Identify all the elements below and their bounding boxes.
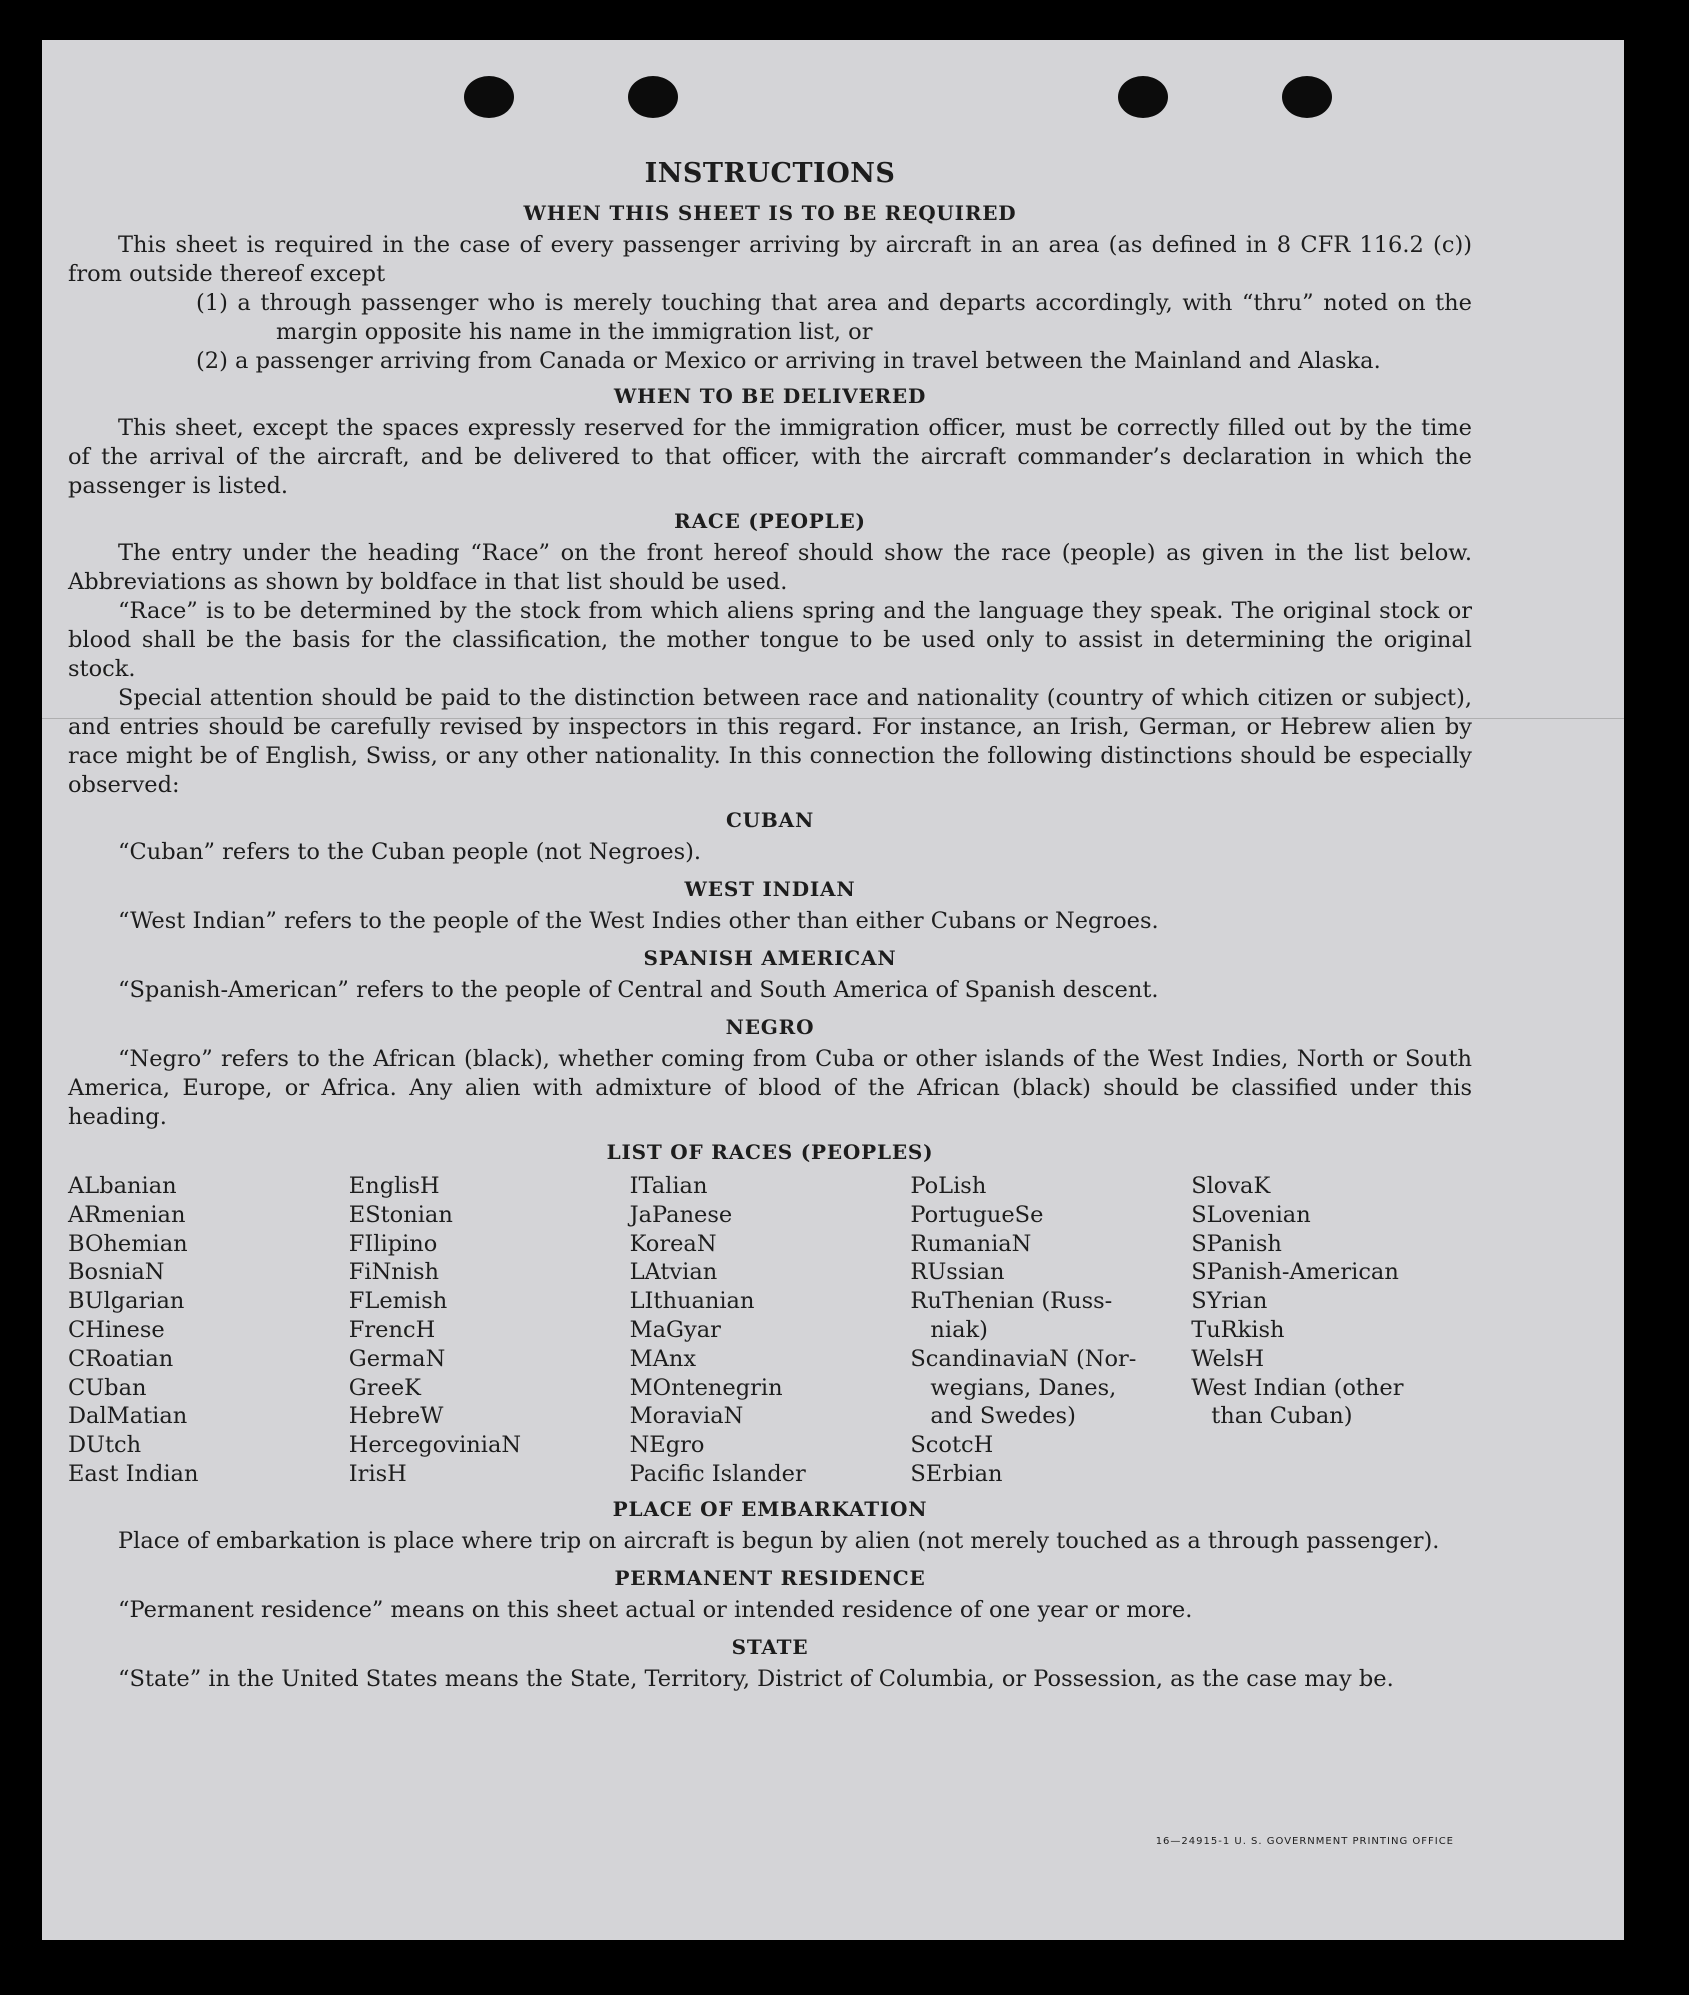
paragraph: “Cuban” refers to the Cuban people (not Negroes). (118, 839, 702, 865)
paragraph: This sheet, except the spaces expressly reserved for the immigration officer, must be correctly filled out by the time of the arrival of the aircraft, and be delivered to that officer, with the aircraft commander’s declaration in which the passenger is listed. (68, 415, 1472, 499)
section-heading: SPANISH AMERICAN (643, 946, 897, 970)
instructions-content (68, 158, 1472, 1694)
paragraph: Special attention should be paid to the distinction between race and nationality (country of which citizen or subject), and entries should be carefully revised by inspectors in this regard. For instance, an Irish, German, or Hebrew alien by race might be of English, Swiss, or any other nationality. In this connection the following distinctions should be especially observed: (68, 685, 1472, 798)
race-column (630, 1172, 911, 1489)
race-item: FLemish (348, 1288, 448, 1315)
section-heading: STATE (731, 1634, 809, 1659)
race-item: SErbian (910, 1460, 1003, 1487)
section-heading: WHEN THIS SHEET IS TO BE REQUIRED (523, 201, 1017, 225)
race-item: wegians, Danes, (930, 1374, 1117, 1401)
race-list (68, 1172, 1472, 1489)
race-item: SLovenian (1191, 1201, 1311, 1228)
race-item: MaGyar (629, 1316, 721, 1343)
race-item: HebreW (348, 1403, 444, 1430)
race-item: LIthuanian (629, 1288, 755, 1315)
section-heading: PLACE OF EMBARKATION (612, 1496, 928, 1521)
race-item: NEgro (629, 1432, 705, 1459)
section-heading: PERMANENT RESIDENCE (614, 1565, 926, 1590)
punch-hole (1118, 76, 1168, 118)
race-item: BUlgarian (68, 1288, 185, 1315)
race-item: GreeK (348, 1374, 421, 1401)
race-item: SlovaK (1191, 1173, 1271, 1199)
race-item: MoraviaN (629, 1403, 744, 1430)
race-item: CHinese (68, 1316, 165, 1343)
punch-hole (1282, 76, 1332, 118)
race-column (349, 1172, 630, 1489)
race-item: FIlipino (348, 1230, 438, 1257)
section-heading: WHEN TO BE DELIVERED (613, 384, 927, 408)
race-item: ALbanian (68, 1173, 177, 1199)
race-item: RumaniaN (910, 1230, 1032, 1257)
race-item: West Indian (other (1191, 1374, 1404, 1401)
race-item: PoLish (910, 1173, 987, 1199)
paragraph: “State” in the United States means the State, Territory, District of Columbia, or Possession, as the case may be. (118, 1665, 1394, 1692)
race-item: IrisH (348, 1460, 407, 1487)
punch-hole (464, 76, 514, 118)
paragraph: This sheet is required in the case of every passenger arriving by aircraft in an area (as defined in 8 CFR 116.2 (c)) from outside thereof except (68, 232, 1472, 287)
race-item: WelsH (1191, 1345, 1265, 1372)
race-item: BosniaN (68, 1259, 165, 1286)
printer-imprint: 16—24915-1 U. S. GOVERNMENT PRINTING OFFICE (1155, 1836, 1454, 1847)
race-item: FiNnish (348, 1259, 440, 1286)
paragraph: “Spanish-American” refers to the people of Central and South America of Spanish descent. (118, 977, 1159, 1003)
race-item: and Swedes) (930, 1403, 1076, 1430)
race-item: SYrian (1191, 1288, 1268, 1315)
list-item: (2) a passenger arriving from Canada or Mexico or arriving in travel between the Mainland and Alaska. (196, 348, 1381, 374)
paragraph: “Negro” refers to the African (black), whether coming from Cuba or other islands of the West Indies, North or South America, Europe, or Africa. Any alien with admixture of blood of the African (black) should be classified under this heading. (68, 1046, 1472, 1130)
race-item: CRoatian (68, 1345, 174, 1372)
race-item: EnglisH (348, 1173, 440, 1199)
race-item: TuRkish (1191, 1316, 1285, 1343)
race-item: FrencH (348, 1316, 436, 1343)
race-item: CUban (68, 1374, 147, 1401)
race-item: JaPanese (629, 1201, 733, 1228)
race-item: DalMatian (68, 1403, 188, 1430)
race-item: than Cuban) (1211, 1403, 1353, 1430)
race-item: SPanish-American (1191, 1259, 1399, 1286)
race-item: EStonian (348, 1201, 453, 1228)
section-heading: LIST OF RACES (PEOPLES) (606, 1140, 934, 1164)
paragraph: “Permanent residence” means on this sheet actual or intended residence of one year or more. (118, 1596, 1193, 1623)
paragraph: Place of embarkation is place where trip on aircraft is begun by alien (not merely touched as a through passenger). (118, 1527, 1440, 1554)
race-item: RUssian (910, 1259, 1005, 1286)
race-item: ARmenian (68, 1201, 186, 1228)
race-item: RuThenian (Russ- (910, 1288, 1113, 1315)
race-item: ScandinaviaN (Nor- (910, 1345, 1137, 1372)
race-item: GermaN (348, 1345, 446, 1372)
race-item: Pacific Islander (629, 1460, 806, 1487)
race-column (68, 1172, 349, 1489)
race-item: LAtvian (629, 1259, 718, 1286)
race-item: BOhemian (68, 1230, 188, 1257)
race-item: MAnx (629, 1345, 697, 1372)
paragraph: “West Indian” refers to the people of the West Indies other than either Cubans or Negroes. (118, 908, 1159, 934)
section-heading: CUBAN (725, 808, 815, 832)
paragraph: “Race” is to be determined by the stock from which aliens spring and the language they speak. The original stock or blood shall be the basis for the classification, the mother tongue to be used only to assist in determining the original stock. (68, 598, 1472, 682)
punch-hole (628, 76, 678, 118)
race-item: East Indian (68, 1460, 199, 1487)
race-column (910, 1172, 1191, 1489)
race-item: ScotcH (910, 1432, 994, 1459)
section-heading: NEGRO (725, 1015, 815, 1039)
race-item: DUtch (68, 1432, 142, 1459)
race-item: PortugueSe (910, 1201, 1044, 1228)
race-column (1191, 1172, 1472, 1489)
race-item: SPanish (1191, 1230, 1282, 1257)
race-item: ITalian (629, 1173, 708, 1199)
race-item: KoreaN (629, 1230, 717, 1257)
document-sheet (42, 40, 1624, 1940)
page-title: INSTRUCTIONS (644, 158, 896, 189)
list-item: (1) a through passenger who is merely touching that area and departs accordingly, with “thru” noted on the margin opposite his name in the immigration list, or (196, 290, 1472, 345)
race-item: MOntenegrin (629, 1374, 783, 1401)
section-heading: WEST INDIAN (684, 877, 856, 901)
paragraph: The entry under the heading “Race” on the front hereof should show the race (people) as given in the list below. Abbreviations as shown by boldface in that list should be used. (68, 540, 1472, 595)
race-item: HercegoviniaN (348, 1432, 522, 1459)
race-item: niak) (930, 1316, 988, 1343)
section-heading: RACE (PEOPLE) (674, 509, 866, 533)
